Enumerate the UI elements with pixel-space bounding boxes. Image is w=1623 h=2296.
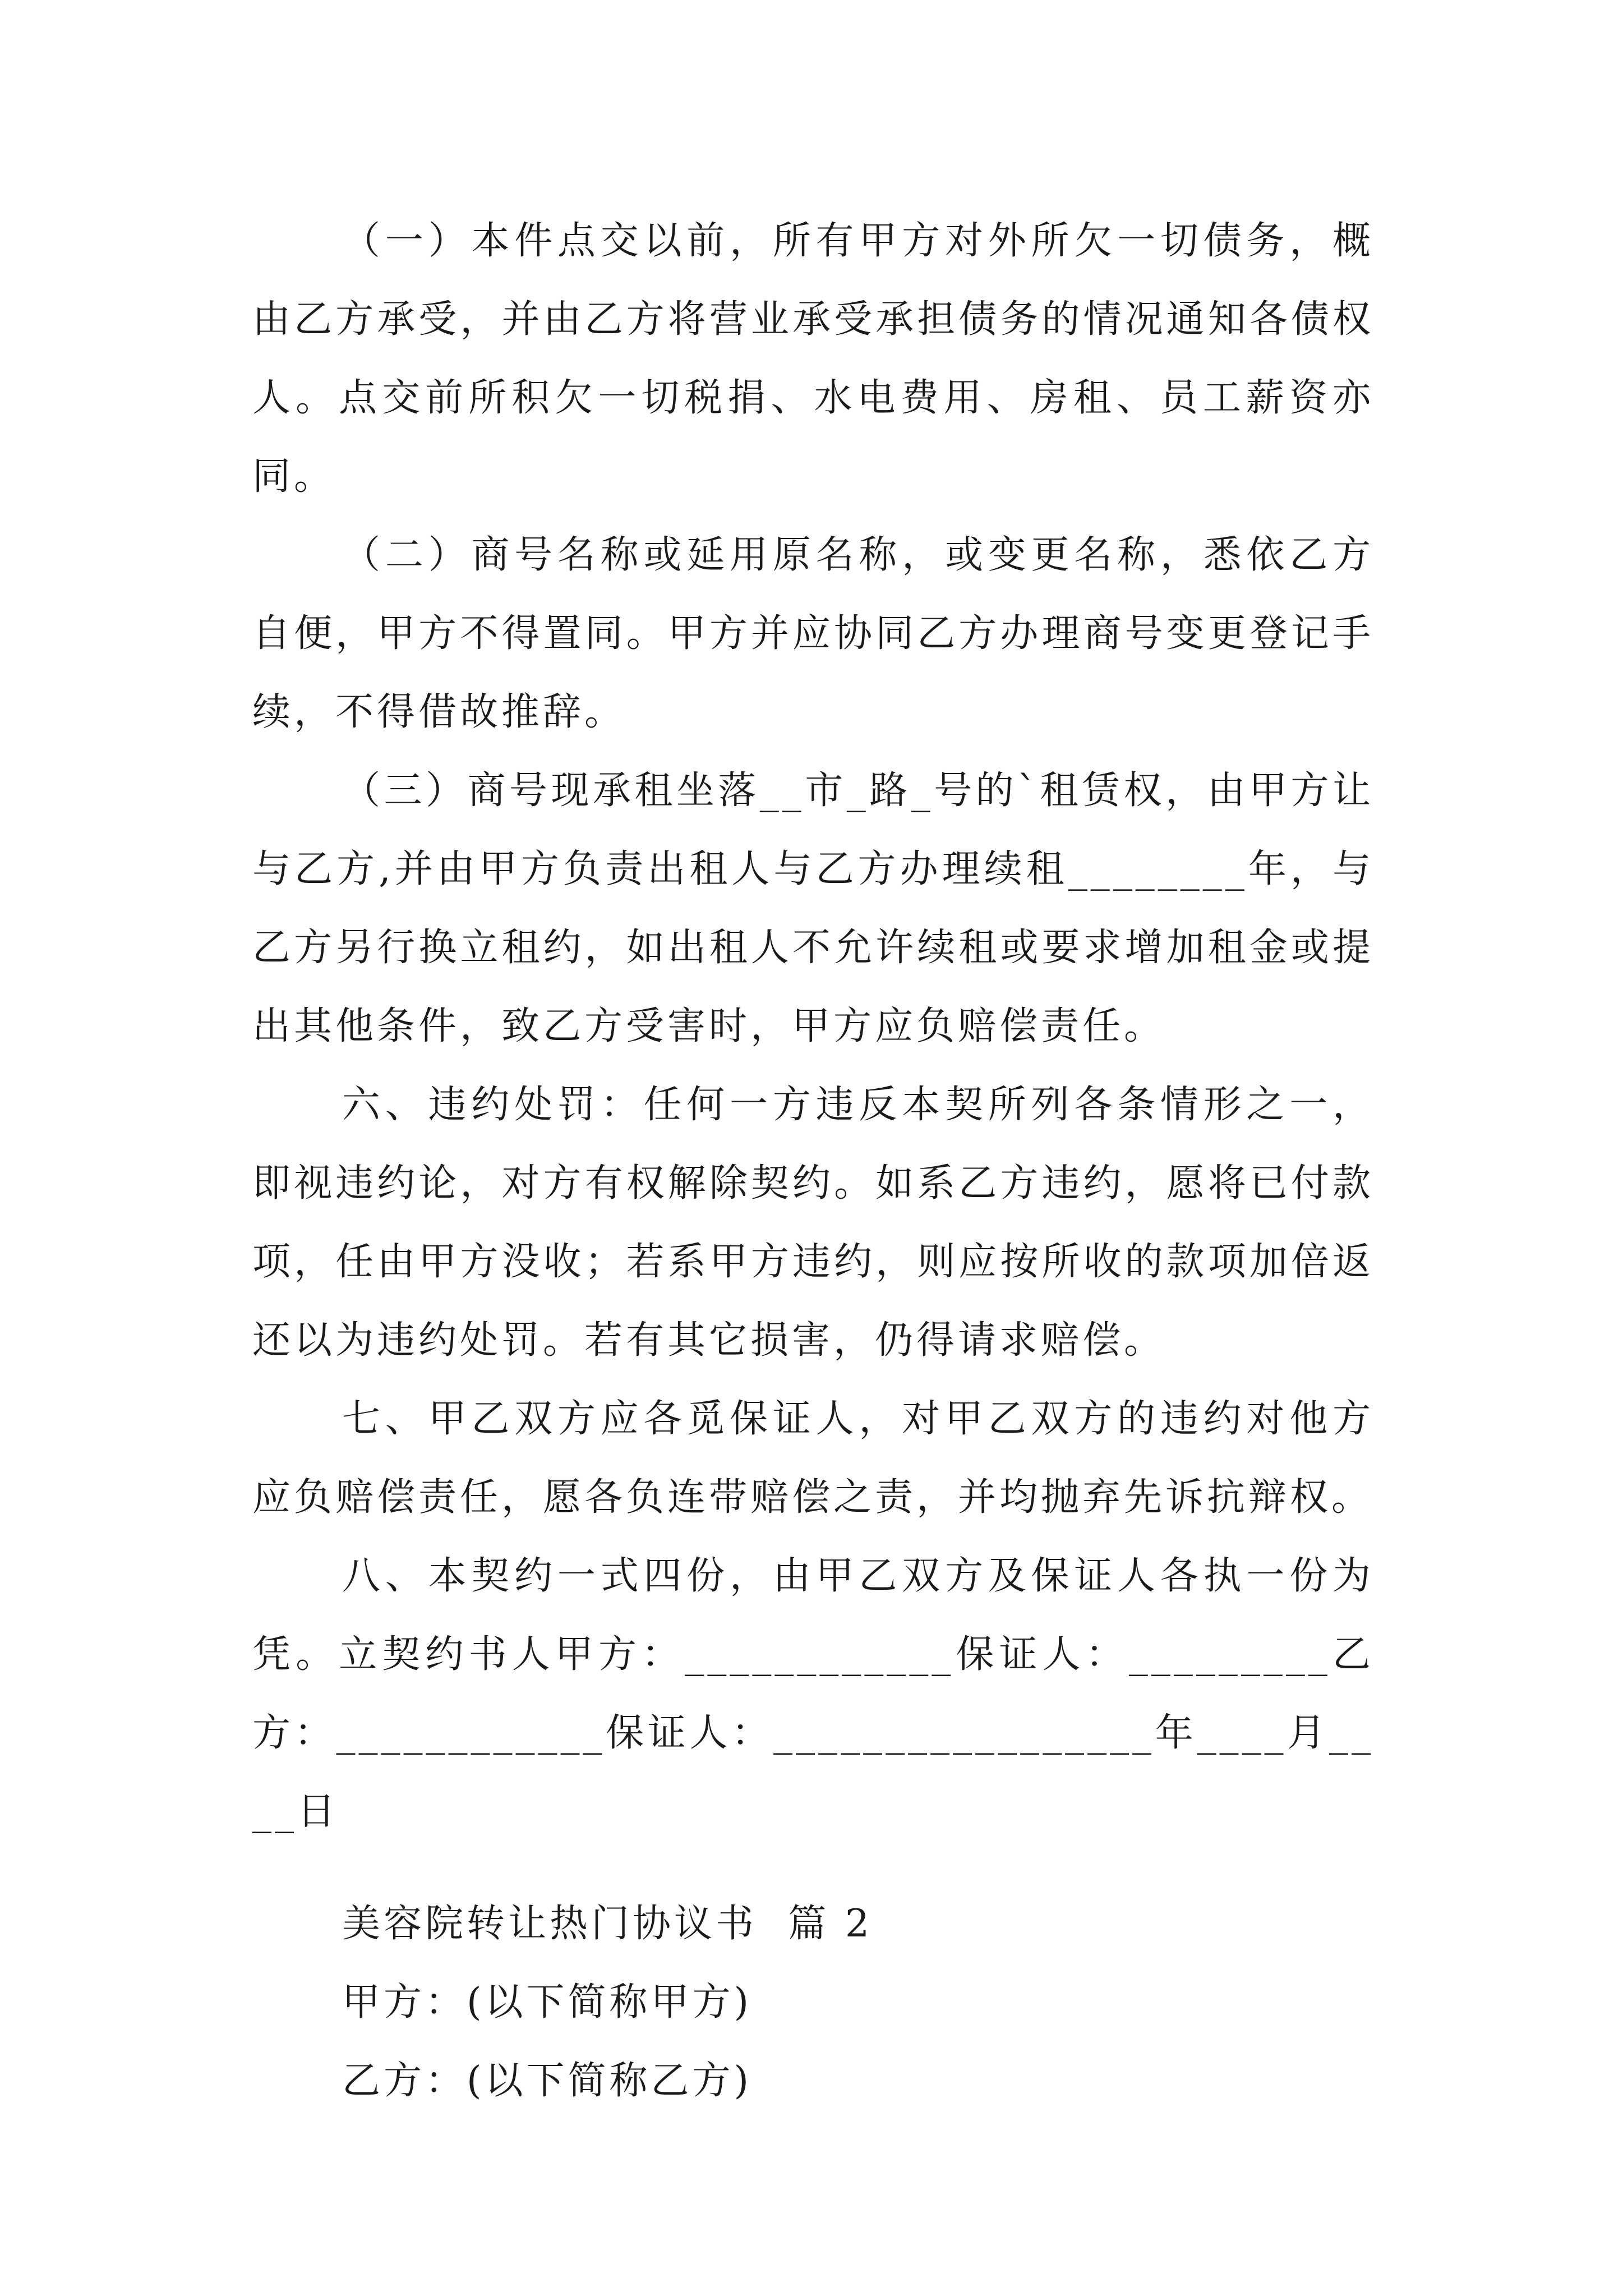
paragraph-trade-name: （二）商号名称或延用原名称，或变更名称，悉依乙方自便，甲方不得置同。甲方并应协同乙方办理商号变更登记手续，不得借故推辞。 bbox=[252, 533, 1374, 734]
paragraph-copies-signatures: 八、本契约一式四份，由甲乙双方及保证人各执一份为凭。立契约书人甲方：____________保证人：_________乙方：____________保证人：_________________年____月____日 bbox=[252, 1554, 1374, 1834]
paragraph-guarantors: 七、甲乙双方应各觅保证人，对甲乙双方的违约对他方应负赔偿责任，愿各负连带赔偿之责，并均抛弃先诉抗辩权。 bbox=[252, 1397, 1374, 1520]
document-page bbox=[252, 202, 1374, 2120]
paragraph-lease-rights: （三）商号现承租坐落__市_路_号的`租赁权，由甲方让与乙方,并由甲方负责出租人与乙方办理续租________年，与乙方另行换立租约，如出租人不允许续租或要求增加租金或提出其他条件，致乙方受害时，甲方应负赔偿责任。 bbox=[252, 769, 1374, 1048]
party-a-line: 甲方：(以下简称甲方) bbox=[342, 1980, 753, 2024]
paragraph-breach-penalty: 六、违约处罚：任何一方违反本契所列各条情形之一，即视违约论，对方有权解除契约。如系乙方违约，愿将已付款项，任由甲方没收；若系甲方违约，则应按所收的款项加倍返还以为违约处罚。若有其它损害，仍得请求赔偿。 bbox=[252, 1083, 1374, 1363]
paragraph-debts: （一）本件点交以前，所有甲方对外所欠一切债务，概由乙方承受，并由乙方将营业承受承担债务的情况通知各债权人。点交前所积欠一切税捐、水电费用、房租、员工薪资亦同。 bbox=[252, 219, 1374, 499]
party-b-line: 乙方：(以下简称乙方) bbox=[342, 2059, 753, 2103]
spacer bbox=[252, 1851, 1374, 1885]
section-heading: 美容院转让热门协议书 篇 2 bbox=[342, 1902, 873, 1946]
